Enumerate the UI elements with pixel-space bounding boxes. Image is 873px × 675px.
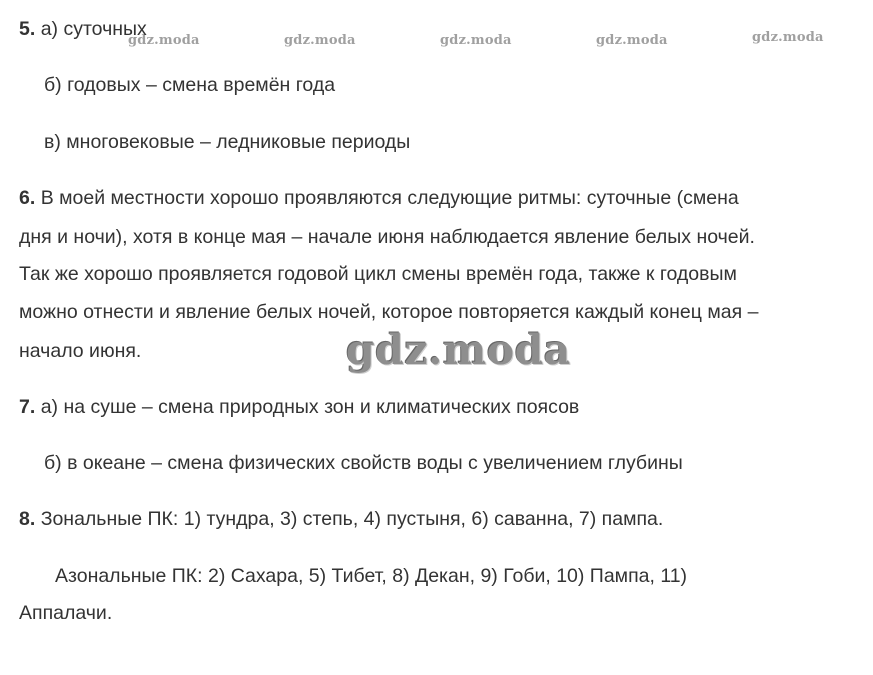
answer-number: 8. — [19, 508, 36, 530]
answer-8-text-zonal: Зональные ПК: 1) тундра, 3) степь, 4) пустыня, 6) саванна, 7) пампа. — [40, 508, 664, 530]
answer-6-line-2: дня и ночи), хотя в конце мая – начале июня наблюдается явление белых ночей. — [19, 226, 755, 248]
answer-6-line-4: можно отнести и явление белых ночей, которое повторяется каждый конец мая – — [19, 301, 759, 323]
answer-8-line-azonal-2: Аппалачи. — [19, 602, 113, 624]
answer-7-line-a — [19, 395, 579, 419]
answer-number: 6. — [19, 187, 36, 209]
answer-8-line-azonal-1: Азональные ПК: 2) Сахара, 5) Тибет, 8) Декан, 9) Гоби, 10) Пампа, 11) — [55, 565, 688, 587]
answer-5-text-a: а) суточных — [40, 18, 147, 40]
watermark-small-2: gdz.moda — [284, 33, 356, 48]
answer-6-text-1: В моей местности хорошо проявляются следующие ритмы: суточные (смена — [40, 187, 739, 209]
answer-6-line-3: Так же хорошо проявляется годовой цикл смены времён года, также к годовым — [19, 263, 737, 285]
answer-5-line-c: в) многовековые – ледниковые периоды — [44, 131, 411, 153]
answer-7-text-a: а) на суше – смена природных зон и климатических поясов — [40, 396, 580, 418]
answer-6-line-1 — [19, 186, 739, 210]
answer-5-line-b: б) годовых – смена времён года — [44, 74, 336, 96]
watermark-large: gdz.moda — [346, 326, 571, 374]
answer-number: 5. — [19, 18, 36, 40]
answer-number: 7. — [19, 396, 36, 418]
answer-5-line-a — [19, 17, 147, 41]
watermark-small-1: gdz.moda — [128, 33, 200, 48]
answer-6-line-5: начало июня. — [19, 340, 142, 362]
watermark-small-4: gdz.moda — [596, 33, 668, 48]
watermark-small-3: gdz.moda — [440, 33, 512, 48]
watermark-small-5: gdz.moda — [752, 30, 824, 45]
answer-8-line-zonal — [19, 507, 663, 531]
answer-7-line-b: б) в океане – смена физических свойств воды с увеличением глубины — [44, 452, 683, 474]
